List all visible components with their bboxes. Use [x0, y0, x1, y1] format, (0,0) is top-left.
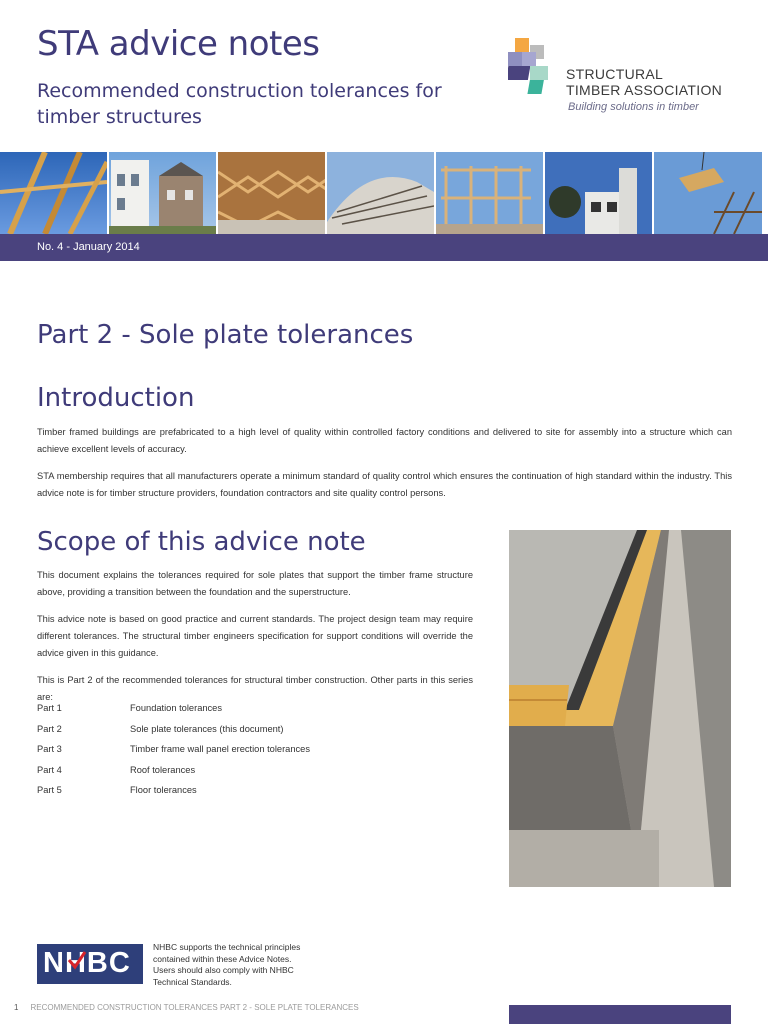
- list-item: [37, 762, 473, 783]
- page-number: 1: [14, 1003, 19, 1012]
- part-heading: Part 2 - Sole plate tolerances: [37, 320, 414, 350]
- part-number: Part 1: [37, 703, 62, 713]
- logo-name: [566, 66, 722, 98]
- scope-heading: Scope of this advice note: [37, 527, 366, 557]
- nhbc-tick-icon: [67, 950, 87, 970]
- scope-paragraph-1: This document explains the tolerances required for sole plates that support the timber frame structure above, providing a transition between the foundation and the superstructure.: [37, 570, 473, 597]
- parts-list: [37, 700, 473, 803]
- scope-paragraph-3: This is Part 2 of the recommended tolerances for structural timber construction. Other parts in this series are:: [37, 675, 473, 702]
- part-title: Floor tolerances: [130, 785, 197, 795]
- list-item: [37, 741, 473, 762]
- footer-text: RECOMMENDED CONSTRUCTION TOLERANCES PART 2 - SOLE PLATE TOLERANCES: [30, 1003, 359, 1012]
- logo-name-line2: TIMBER ASSOCIATION: [566, 82, 723, 98]
- footer-bar: [509, 1005, 731, 1024]
- part-title: Foundation tolerances: [130, 703, 222, 713]
- banner-photo-timber-frame: [0, 152, 107, 234]
- document-title: STA advice notes: [37, 24, 320, 64]
- banner-photo-curved-roof: [327, 152, 434, 234]
- scope-paragraph-2: This advice note is based on good practice and current standards. The project design team may require different tolerances. The structural timber engineers specification for support conditions will override the advice given in this guidance.: [37, 614, 473, 658]
- photo-banner: [0, 152, 768, 234]
- logo-tagline: Building solutions in timber: [568, 101, 699, 113]
- sta-logo-mark-icon: [508, 34, 572, 96]
- logo-name-line1: STRUCTURAL: [566, 66, 664, 82]
- list-item: [37, 782, 473, 803]
- introduction-heading: Introduction: [37, 383, 195, 413]
- issue-label: No. 4 - January 2014: [37, 241, 140, 253]
- document-subtitle: Recommended construction tolerances for timber structures: [37, 80, 442, 128]
- part-title: Timber frame wall panel erection tolerances: [130, 744, 310, 754]
- nhbc-logo-text: NHBC: [43, 947, 131, 979]
- part-number: Part 4: [37, 764, 62, 775]
- page-footer: [14, 1003, 359, 1012]
- introduction-paragraph-2: STA membership requires that all manufacturers operate a minimum standard of quality control which ensures the continuation of high standard within the industry. This advice note is for timber structure providers, foundation contractors and site quality control persons.: [37, 471, 732, 498]
- list-item: [37, 700, 473, 721]
- part-number: Part 5: [37, 785, 62, 795]
- part-title: Roof tolerances: [130, 764, 196, 775]
- banner-photo-modern-building: [545, 152, 652, 234]
- part-title: Sole plate tolerances (this document): [130, 723, 284, 734]
- sta-logo: [508, 34, 738, 114]
- banner-photo-timber-roof: [218, 152, 325, 234]
- introduction-paragraph-1: Timber framed buildings are prefabricated to a high level of quality within controlled factory conditions and delivered to site for assembly into a structure which can achieve excellent levels of accuracy.: [37, 427, 732, 454]
- part-number: Part 2: [37, 723, 62, 734]
- nhbc-note: NHBC supports the technical principles contained within these Advice Notes. Users should also comply with NHBC Technical Standards.: [153, 942, 301, 987]
- banner-photo-houses: [109, 152, 216, 234]
- banner-photo-frame-structure: [436, 152, 543, 234]
- list-item: [37, 721, 473, 742]
- sole-plate-photo: [509, 530, 731, 887]
- nhbc-logo: [37, 944, 143, 984]
- part-number: Part 3: [37, 744, 62, 754]
- issue-bar: [0, 234, 768, 261]
- banner-photo-crane-panel: [654, 152, 762, 234]
